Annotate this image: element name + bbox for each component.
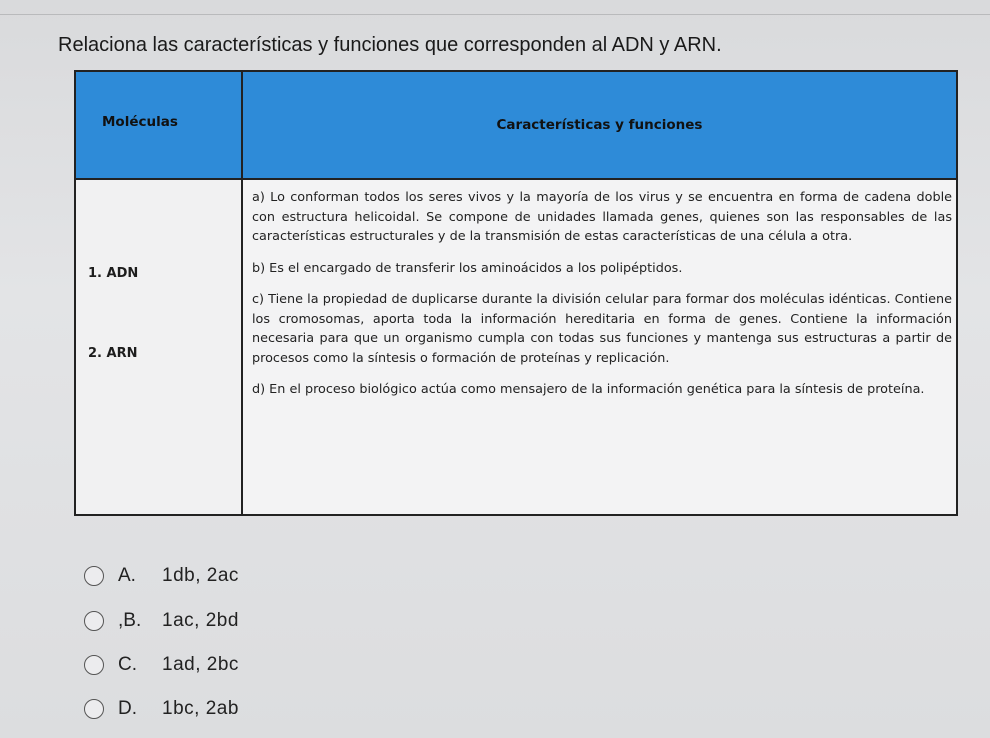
molecule-arn: 2. ARN (88, 346, 138, 361)
option-letter: C. (118, 654, 137, 675)
question-text: Relaciona las características y funciones que corresponden al ADN y ARN. (58, 34, 722, 56)
item-d: d) En el proceso biológico actúa como mensajero de la información genética para la síntesis de proteína. (252, 382, 925, 397)
option-letter: D. (118, 698, 137, 719)
table-body-row (75, 179, 957, 515)
item-c: c) Tiene la propiedad de duplicarse durante la división celular para formar dos moléculas idénticas. Contiene los cromosomas, aporta toda la información hereditaria en forma de genes. Contiene la información necesaria para que un organismo cumpla con todas sus funciones y mantenga sus estructuras a partir de procesos como la síntesis o formación de proteínas y replicación. (252, 292, 952, 366)
option-text: 1ad, 2bc (162, 654, 239, 675)
item-b: b) Es el encargado de transferir los aminoácidos a los polipéptidos. (252, 260, 683, 276)
table-header-row (75, 71, 957, 179)
option-text: 1db, 2ac (162, 565, 239, 586)
option-b[interactable] (84, 606, 384, 636)
top-divider (0, 14, 990, 15)
radio-button[interactable] (84, 566, 104, 586)
molecules-cell (75, 179, 242, 515)
option-text: 1ac, 2bd (162, 610, 239, 631)
characteristics-cell (242, 179, 957, 515)
radio-button[interactable] (84, 655, 104, 675)
option-letter: ,B. (118, 610, 142, 631)
option-c[interactable] (84, 650, 384, 680)
relation-table (74, 70, 958, 516)
radio-button[interactable] (84, 611, 104, 631)
option-letter: A. (118, 565, 136, 586)
header-molecules: Moléculas (75, 71, 242, 179)
option-a[interactable] (84, 561, 384, 591)
molecule-adn: 1. ADN (88, 266, 139, 281)
option-d[interactable] (84, 694, 384, 724)
radio-button[interactable] (84, 699, 104, 719)
item-a: a) Lo conforman todos los seres vivos y la mayoría de los virus y se encuentra en forma de cadena doble con estructura helicoidal. Se compone de unidades llamada genes, quienes son las responsables de las características estructurales y de la transmisión de estas características de una célula a otra. (252, 190, 952, 244)
header-characteristics: Características y funciones (242, 71, 957, 179)
option-text: 1bc, 2ab (162, 698, 239, 719)
